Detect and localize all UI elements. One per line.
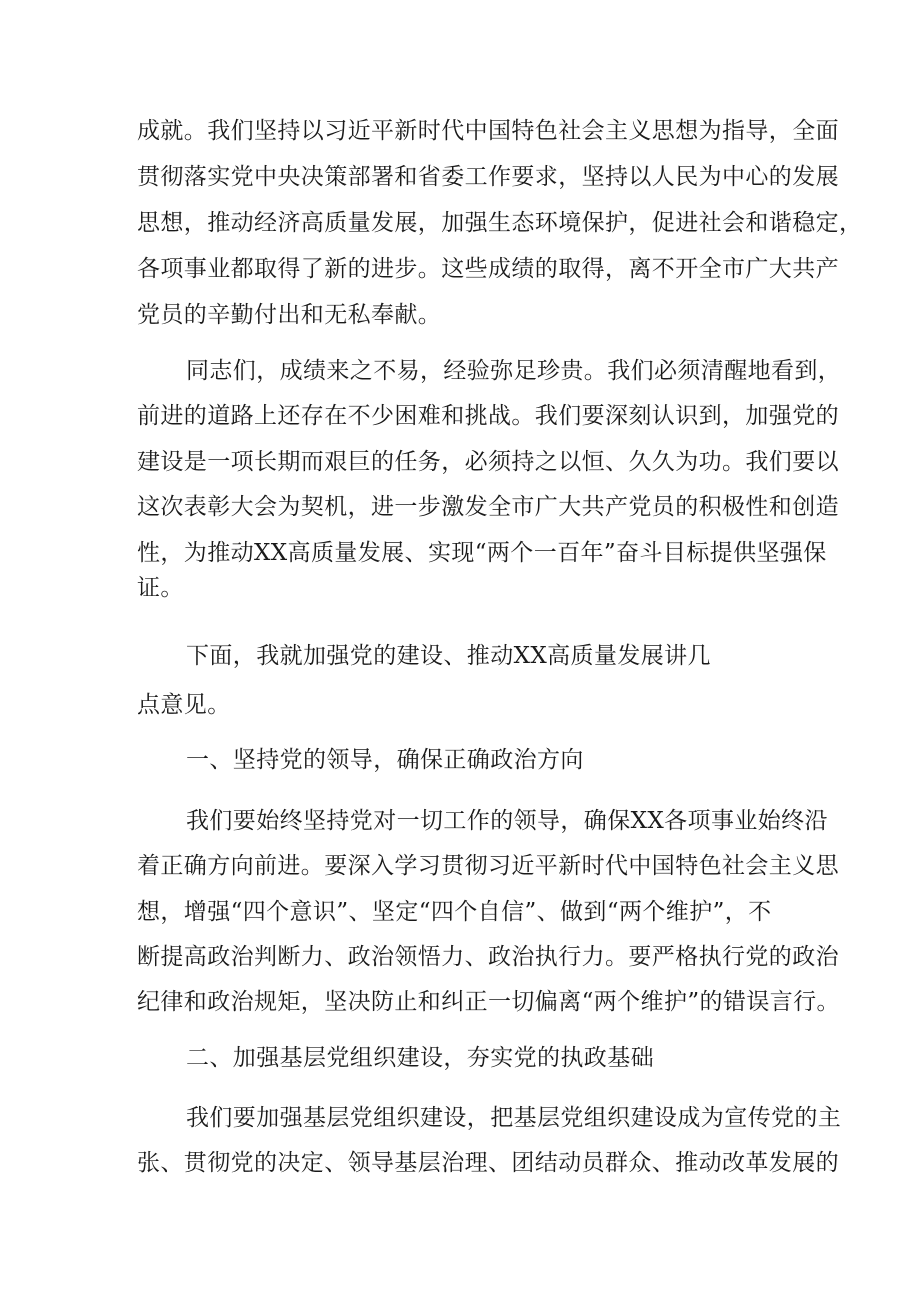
- paragraph-line: 证。: [137, 575, 184, 601]
- paragraph-line: 性，为推动XX高质量发展、实现“两个一百年”奋斗目标提供坚强保: [137, 540, 827, 566]
- paragraph-line: 同志们，成绩来之不易，经验弥足珍贵。我们必须清醒地看到，: [186, 358, 842, 384]
- paragraph-line: 前进的道路上还存在不少困难和挑战。我们要深刻认识到，加强党的: [137, 403, 839, 429]
- paragraph-line: 建设是一项长期而艰巨的任务，必须持之以恒、久久为功。我们要以: [137, 449, 839, 475]
- section-heading: 一、坚持党的领导，确保正确政治方向: [186, 747, 584, 773]
- paragraph-line: 成就。我们坚持以习近平新时代中国特色社会主义思想为指导，全面: [137, 118, 839, 144]
- paragraph-line: 下面，我就加强党的建设、推动XX高质量发展讲几: [186, 643, 711, 669]
- paragraph-line: 贯彻落实党中央决策部署和省委工作要求，坚持以人民为中心的发展: [137, 164, 839, 190]
- paragraph-line: 我们要加强基层党组织建设，把基层党组织建设成为宣传党的主: [186, 1105, 842, 1131]
- paragraph-line: 我们要始终坚持党对一切工作的领导，确保XX各项事业始终沿: [186, 808, 828, 834]
- paragraph-line: 党员的辛勤付出和无私奉献。: [137, 302, 442, 328]
- paragraph-line: 点意见。: [137, 692, 231, 718]
- paragraph-line: 思想，推动经济高质量发展，加强生态环境保护，促进社会和谐稳定，: [137, 210, 863, 236]
- paragraph-line: 想，增强“四个意识”、坚定“四个自信”、做到“两个维护”，不: [137, 899, 772, 925]
- paragraph-line: 这次表彰大会为契机，进一步激发全市广大共产党员的积极性和创造: [137, 494, 839, 520]
- paragraph-line: 断提高政治判断力、政治领悟力、政治执行力。要严格执行党的政治: [137, 944, 839, 970]
- paragraph-line: 张、贯彻党的决定、领导基层治理、团结动员群众、推动改革发展的: [137, 1150, 839, 1176]
- section-heading: 二、加强基层党组织建设，夯实党的执政基础: [186, 1045, 654, 1071]
- paragraph-line: 纪律和政治规矩，坚决防止和纠正一切偏离“两个维护”的错误言行。: [137, 989, 840, 1015]
- paragraph-line: 着正确方向前进。要深入学习贯彻习近平新时代中国特色社会主义思: [137, 853, 839, 879]
- paragraph-line: 各项事业都取得了新的进步。这些成绩的取得，离不开全市广大共产: [137, 256, 839, 282]
